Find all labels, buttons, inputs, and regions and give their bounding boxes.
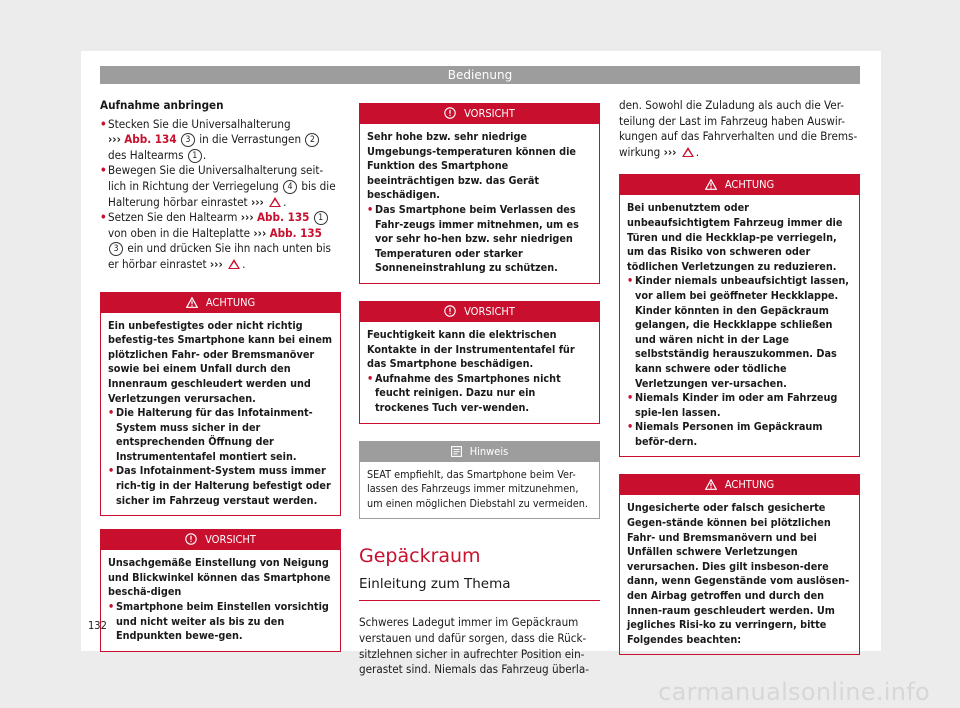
figure-reference[interactable]: Abb. 135 <box>269 225 322 240</box>
warning-triangle-icon[interactable] <box>682 147 694 157</box>
caution-box <box>359 301 600 424</box>
warning-triangle-icon <box>705 177 717 197</box>
chapter-title: Gepäckraum <box>359 545 481 568</box>
box-text: Ungesicherte oder falsch gesicherte Gegen-stände können bei plötzlichen Fahr- und Bremsmanövern und bei Unfällen schwere Verletzungen verursachen. Dies gilt insbeson-dere dann, wenn Gegenstände vom auslösen-den Airbag getroffen und durch den Innen-raum geschleudert werden. Um jegliches Risi-ko zu verringern, bitte Folgendes beachten: <box>627 501 850 646</box>
box-header: ACHTUNG <box>101 293 340 313</box>
callout-number: 3 <box>181 133 195 147</box>
warning-box <box>100 292 341 517</box>
figure-reference[interactable]: Abb. 135 <box>256 210 310 225</box>
warning-triangle-icon <box>186 295 198 315</box>
box-bullet: • Die Halterung für das Infotainment-System muss sicher in der entsprechenden Öffnung der Instrumententafel montiert sein. <box>108 406 333 464</box>
box-text: Unsachgemäße Einstellung von Neigung und Blickwinkel können das Smartphone beschä-digen <box>108 556 331 599</box>
caution-box <box>359 103 600 284</box>
warning-box <box>619 474 860 655</box>
info-circle-icon <box>444 106 456 126</box>
body-text: den. Sowohl die Zuladung als auch die Ver-teilung der Last im Fahrzeug haben Auswir-kungen auf das Fahrverhalten und die Brems-wirkung ››› . <box>619 98 858 159</box>
instruction-step-1: • Stecken Sie die Universalhalterung ››› Abb. 134 3 in die Verrastungen 2 des Haltearms 1 . <box>100 117 341 164</box>
box-text: SEAT empfiehlt, das Smartphone beim Ver-lassen des Fahrzeugs immer mitzunehmen, um einen möglichen Diebstahl zu vermeiden. <box>367 467 588 510</box>
hint-page-icon <box>451 444 462 464</box>
box-header: VORSICHT <box>101 530 340 550</box>
box-bullet: • Kinder niemals unbeaufsichtigt lassen, vor allem bei geöffneter Heckklappe. Kinder könnten in den Gepäckraum gelangen, die Heckklappe schließen und wären nicht in der Lage selbstständig herauszukommen. Das kann schwere oder tödliche Verletzungen ver-ursachen. <box>627 274 852 391</box>
box-bullet: • Das Infotainment-System muss immer rich-tig in der Halterung befestigt oder sicher im Fahrzeug verstaut werden. <box>108 464 333 508</box>
subsection-title: Einleitung zum Thema <box>359 577 600 602</box>
box-text: Bei unbenutztem oder unbeaufsichtigtem Fahrzeug immer die Türen und die Heckklap-pe verriegeln, um das Risiko von schweren oder tödlichen Verletzungen zu reduzieren. <box>627 201 843 273</box>
box-header: ACHTUNG <box>620 475 859 495</box>
callout-number: 1 <box>314 211 328 225</box>
column-3 <box>619 98 860 655</box>
info-circle-icon <box>444 304 456 324</box>
callout-number: 2 <box>305 133 319 147</box>
box-header: VORSICHT <box>360 302 599 322</box>
hint-box <box>359 441 600 520</box>
box-text: Sehr hohe bzw. sehr niedrige Umgebungs-temperaturen können die Funktion des Smartphone beeinträchtigen bzw. das Gerät beschädigen. <box>367 130 577 202</box>
box-header: VORSICHT <box>360 104 599 124</box>
box-bullet: • Das Smartphone beim Verlassen des Fahr-zeugs immer mitnehmen, um es vor sehr ho-hen bzw. sehr niedrigen Temperaturen oder starker Sonneneinstrahlung zu schützen. <box>367 203 592 276</box>
caution-box <box>100 529 341 652</box>
box-header: Hinweis <box>360 442 599 462</box>
callout-number: 1 <box>188 149 202 163</box>
body-text: Schweres Ladegut immer im Gepäckraum verstauen und dafür sorgen, dass die Rück-sitzlehnen sicher in aufrechter Position ein-gerastet sind. Niemals das Fahrzeug überla- <box>359 615 589 677</box>
section-heading: Aufnahme anbringen <box>100 98 224 112</box>
box-bullet: • Niemals Personen im Gepäckraum beför-dern. <box>627 420 852 449</box>
callout-number: 4 <box>283 180 297 194</box>
warning-triangle-icon[interactable] <box>228 259 240 269</box>
warning-triangle-icon <box>705 477 717 497</box>
instruction-step-3: • Setzen Sie den Haltearm ››› Abb. 135 1 von oben in die Halteplatte ››› Abb. 135 3 ein und drücken Sie ihn nach unten bis er hörbar einrastet ››› . <box>100 210 341 272</box>
box-header: ACHTUNG <box>620 175 859 195</box>
box-bullet: • Aufnahme des Smartphones nicht feucht reinigen. Dazu nur ein trockenes Tuch ver-wenden. <box>367 372 592 416</box>
box-bullet: • Niemals Kinder im oder am Fahrzeug spie-len lassen. <box>627 391 852 420</box>
figure-reference[interactable]: Abb. 134 <box>124 132 177 147</box>
info-circle-icon <box>185 532 197 552</box>
warning-box <box>619 174 860 457</box>
callout-number: 3 <box>109 242 123 256</box>
box-text: Feuchtigkeit kann die elektrischen Kontakte in der Instrumententafel für das Smartphone beschädigen. <box>367 327 575 371</box>
page-header: Bedienung <box>100 66 860 84</box>
box-bullet: • Smartphone beim Einstellen vorsichtig und nicht weiter als bis zu den Endpunkten bewe-gen. <box>108 600 333 644</box>
instruction-step-2: • Bewegen Sie die Universalhalterung seit-lich in Richtung der Verriegelung 4 bis die Halterung hörbar einrastet ››› . <box>100 163 341 210</box>
column-1 <box>100 98 341 652</box>
column-2 <box>359 93 600 678</box>
page-number: 132 <box>88 619 107 632</box>
box-text: Ein unbefestigtes oder nicht richtig befestig-tes Smartphone kann bei einem plötzlichen Fahr- oder Bremsmanöver sowie bei einem Unfall durch den Innenraum geschleudert werden und Verletzungen verursachen. <box>108 318 333 405</box>
watermark: carmanualsonline.info <box>658 678 930 706</box>
warning-triangle-icon[interactable] <box>269 197 281 207</box>
